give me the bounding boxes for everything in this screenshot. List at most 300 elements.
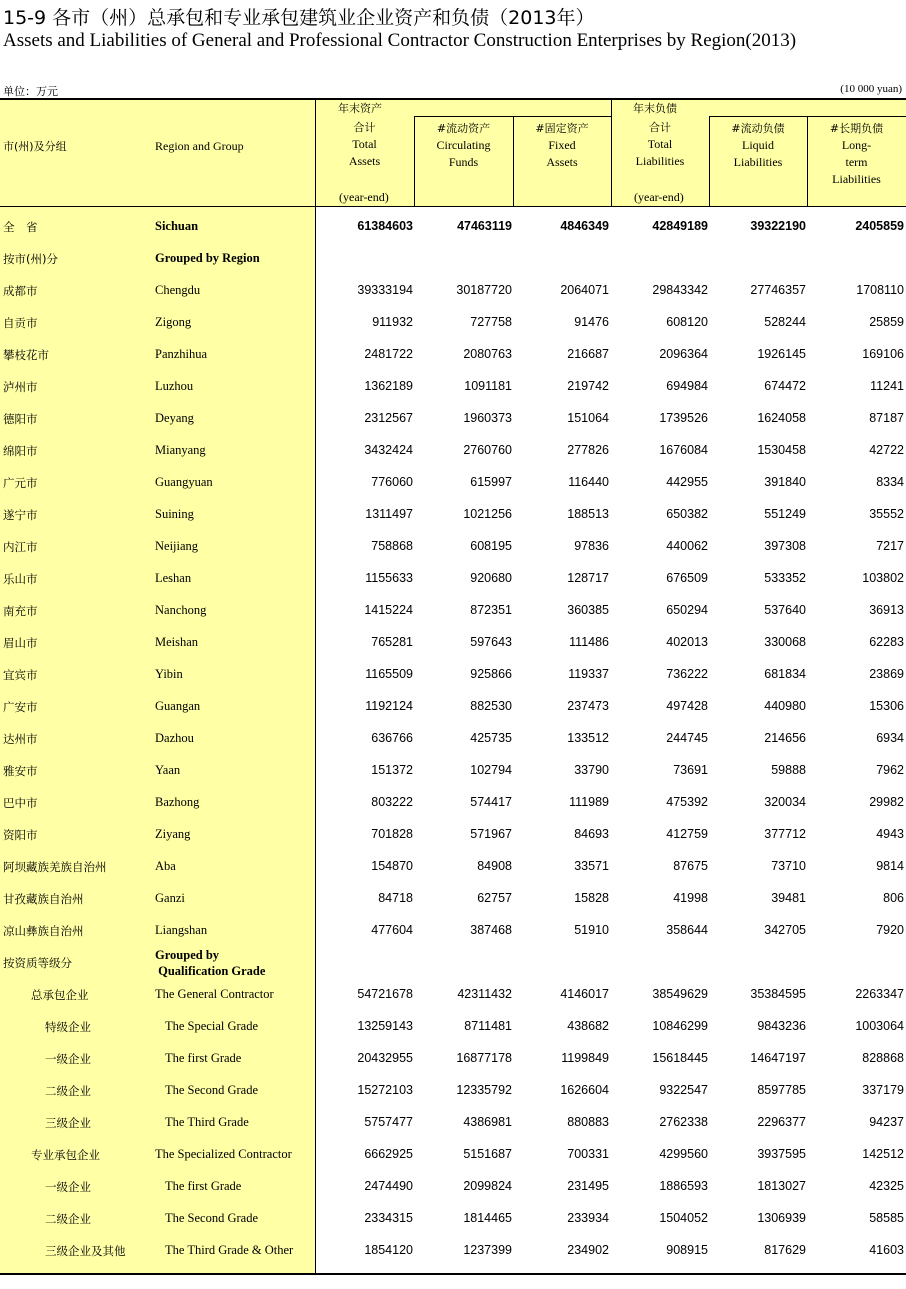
table-cell: 38549629 — [652, 987, 708, 1001]
table-cell: 10846299 — [652, 1019, 708, 1033]
table-cell: 84908 — [477, 859, 512, 873]
row-label-english: The General Contractor — [155, 987, 274, 1001]
fixed-header — [513, 120, 611, 171]
row-label-english: Neijiang — [155, 539, 199, 553]
table-cell: 880883 — [567, 1115, 609, 1129]
table-row — [0, 627, 906, 659]
region-header-english: Region and Group — [155, 139, 244, 153]
table-cell: 151064 — [567, 411, 609, 425]
table-cell: 700331 — [567, 1147, 609, 1161]
table-cell: 387468 — [470, 923, 512, 937]
table-cell: 8334 — [876, 475, 904, 489]
row-label-chinese: 资阳市 — [3, 828, 38, 842]
table-cell: 9322547 — [659, 1083, 708, 1097]
table-cell: 237473 — [567, 699, 609, 713]
row-label-english: Yibin — [155, 667, 183, 681]
row-label-english: Grouped by Region — [155, 251, 260, 265]
row-label-english: Mianyang — [155, 443, 206, 457]
row-label-chinese: 三级企业及其他 — [45, 1244, 126, 1258]
row-label-chinese: 南充市 — [3, 604, 38, 618]
table-cell: 11241 — [870, 379, 904, 393]
total-liabilities-en1: Total — [647, 137, 673, 151]
table-cell: 2481722 — [364, 347, 413, 361]
table-cell: 6662925 — [364, 1147, 413, 1161]
table-cell: 62757 — [477, 891, 512, 905]
table-cell: 1739526 — [659, 411, 708, 425]
table-cell: 803222 — [371, 795, 413, 809]
row-label-chinese: 内江市 — [3, 540, 38, 554]
table-cell: 765281 — [371, 635, 413, 649]
liquid-en1: Liquid — [742, 138, 774, 152]
row-label-english: Ganzi — [155, 891, 185, 905]
circulating-header — [414, 120, 513, 171]
table-row — [0, 307, 906, 339]
table-cell: 358644 — [666, 923, 708, 937]
table-row — [0, 755, 906, 787]
table-cell: 42722 — [869, 443, 904, 457]
table-cell: 128717 — [567, 571, 609, 585]
table-cell: 330068 — [764, 635, 806, 649]
liabilities-year-end: (year-end) — [634, 190, 684, 204]
table-cell: 84718 — [378, 891, 413, 905]
table-cell: 25859 — [869, 315, 904, 329]
table-cell: 676509 — [666, 571, 708, 585]
table-cell: 15828 — [574, 891, 609, 905]
row-label-english: Leshan — [155, 571, 192, 585]
row-label-english: The Specialized Contractor — [155, 1147, 292, 1161]
table-row — [0, 1011, 906, 1043]
row-label-chinese: 按市(州)分 — [3, 252, 58, 266]
table-cell: 920680 — [470, 571, 512, 585]
table-cell: 214656 — [764, 731, 806, 745]
fixed-en1: Fixed — [548, 138, 576, 152]
row-label-english: The Third Grade & Other — [165, 1243, 294, 1257]
total-liabilities-header — [611, 119, 709, 170]
row-label-chinese: 凉山彝族自治州 — [3, 924, 84, 938]
table-cell: 1886593 — [659, 1179, 708, 1193]
table-cell: 397308 — [764, 539, 806, 553]
row-label-chinese: 甘孜藏族自治州 — [3, 892, 84, 906]
table-cell: 1237399 — [463, 1243, 512, 1257]
longterm-header — [807, 120, 906, 188]
row-label-english: Yaan — [155, 763, 181, 777]
table-cell: 925866 — [470, 667, 512, 681]
region-header-chinese: 市(州)及分组 — [3, 140, 67, 153]
table-cell: 1362189 — [364, 379, 413, 393]
header-bottom-rule — [0, 206, 906, 207]
row-label-chinese: 全 省 — [3, 220, 38, 234]
table-row — [0, 531, 906, 563]
table-cell: 15306 — [869, 699, 904, 713]
table-cell: 776060 — [371, 475, 413, 489]
table-cell: 39333194 — [357, 283, 413, 297]
fixed-cn: #固定资产 — [535, 122, 589, 135]
table-row — [0, 947, 906, 979]
table-cell: 7962 — [876, 763, 904, 777]
table-cell: 4943 — [876, 827, 904, 841]
table-cell: 1165509 — [365, 667, 413, 681]
table-cell: 103802 — [862, 571, 904, 585]
table-cell: 817629 — [764, 1243, 806, 1257]
table-cell: 188513 — [567, 507, 609, 521]
table-cell: 9843236 — [757, 1019, 806, 1033]
table-cell: 23869 — [869, 667, 904, 681]
table-row — [0, 211, 906, 243]
table-cell: 1813027 — [757, 1179, 806, 1193]
table-cell: 636766 — [371, 731, 413, 745]
longterm-en3: Liabilities — [832, 172, 881, 186]
table-cell: 674472 — [764, 379, 806, 393]
table-cell: 39481 — [771, 891, 806, 905]
row-label-english: The Third Grade — [165, 1115, 249, 1129]
row-label-chinese: 总承包企业 — [31, 988, 89, 1002]
table-row — [0, 339, 906, 371]
table-cell: 320034 — [764, 795, 806, 809]
table-cell: 477604 — [371, 923, 413, 937]
table-cell: 13259143 — [357, 1019, 413, 1033]
fixed-en2: Assets — [546, 155, 578, 169]
table-cell: 442955 — [666, 475, 708, 489]
table-row — [0, 883, 906, 915]
table-cell: 908915 — [666, 1243, 708, 1257]
table-cell: 219742 — [567, 379, 609, 393]
total-assets-en2: Assets — [348, 154, 381, 168]
table-cell: 35384595 — [750, 987, 806, 1001]
longterm-en2: term — [845, 155, 868, 169]
table-cell: 6934 — [876, 731, 904, 745]
table-cell: 1003064 — [855, 1019, 904, 1033]
table-cell: 111486 — [569, 635, 609, 649]
table-cell: 35552 — [869, 507, 904, 521]
table-row — [0, 499, 906, 531]
liquid-cn: #流动负债 — [731, 122, 785, 135]
table-cell: 2474490 — [364, 1179, 413, 1193]
table-cell: 528244 — [764, 315, 806, 329]
table-cell: 551249 — [764, 507, 806, 521]
table-cell: 694984 — [666, 379, 708, 393]
table-cell: 425735 — [470, 731, 512, 745]
table-cell: 15618445 — [652, 1051, 708, 1065]
row-label-english: Chengdu — [155, 283, 201, 297]
table-row — [0, 1139, 906, 1171]
table-row — [0, 467, 906, 499]
table-cell: 142512 — [862, 1147, 904, 1161]
assets-year-end: (year-end) — [339, 190, 389, 204]
table-cell: 1854120 — [364, 1243, 413, 1257]
table-row — [0, 723, 906, 755]
total-assets-en1: Total — [352, 137, 377, 151]
table-cell: 537640 — [764, 603, 806, 617]
table-cell: 62283 — [869, 635, 904, 649]
table-cell: 87187 — [869, 411, 904, 425]
table-cell: 736222 — [666, 667, 708, 681]
row-label-chinese: 广安市 — [3, 700, 38, 714]
row-label-chinese: 二级企业 — [45, 1084, 91, 1098]
table-cell: 828868 — [862, 1051, 904, 1065]
row-label-chinese: 自贡市 — [3, 316, 38, 330]
table-cell: 54721678 — [357, 987, 413, 1001]
table-cell: 20432955 — [357, 1051, 413, 1065]
table-cell: 7217 — [876, 539, 904, 553]
table-cell: 533352 — [764, 571, 806, 585]
table-cell: 29843342 — [652, 283, 708, 297]
table-cell: 30187720 — [456, 283, 512, 297]
longterm-cn: #长期负债 — [829, 122, 884, 135]
table-cell: 133512 — [567, 731, 609, 745]
liabilities-group-header: 年末负债 — [633, 102, 677, 115]
table-cell: 33790 — [574, 763, 609, 777]
table-cell: 41603 — [869, 1243, 904, 1257]
table-row — [0, 435, 906, 467]
table-cell: 1926145 — [757, 347, 806, 361]
table-cell: 872351 — [470, 603, 512, 617]
row-label-chinese: 泸州市 — [3, 380, 38, 394]
table-row — [0, 691, 906, 723]
liquid-en2: Liabilities — [733, 155, 783, 169]
table-cell: 47463119 — [457, 219, 512, 233]
table-cell: 36913 — [869, 603, 904, 617]
table-cell: 1624058 — [757, 411, 806, 425]
table-cell: 475392 — [666, 795, 708, 809]
table-cell: 39322190 — [750, 219, 806, 233]
table-cell: 2296377 — [757, 1115, 806, 1129]
row-label-english: Panzhihua — [155, 347, 208, 361]
table-cell: 391840 — [764, 475, 806, 489]
table-cell: 650382 — [666, 507, 708, 521]
table-row — [0, 979, 906, 1011]
row-label-english: Ziyang — [155, 827, 191, 841]
row-label-chinese: 成都市 — [3, 284, 38, 298]
table-cell: 2064071 — [560, 283, 609, 297]
row-label-english: Liangshan — [155, 923, 208, 937]
table-row — [0, 819, 906, 851]
table-cell: 1192124 — [365, 699, 413, 713]
table-cell: 1311497 — [365, 507, 413, 521]
row-label-chinese: 遂宁市 — [3, 508, 38, 522]
table-cell: 5151687 — [463, 1147, 512, 1161]
row-label-english: Zigong — [155, 315, 192, 329]
row-label-chinese: 广元市 — [3, 476, 38, 490]
row-label-english: Deyang — [155, 411, 194, 425]
table-cell: 73691 — [673, 763, 708, 777]
table-cell: 16877178 — [456, 1051, 512, 1065]
table-cell: 97836 — [574, 539, 609, 553]
table-cell: 1626604 — [560, 1083, 609, 1097]
table-cell: 233934 — [567, 1211, 609, 1225]
row-label-chinese: 雅安市 — [3, 764, 38, 778]
table-cell: 4846349 — [560, 219, 609, 233]
total-liabilities-en2: Liabilities — [635, 154, 685, 168]
table-cell: 571967 — [470, 827, 512, 841]
row-label-chinese: 一级企业 — [45, 1052, 91, 1066]
table-cell: 58585 — [869, 1211, 904, 1225]
title-chinese: 15-9 各市（州）总承包和专业承包建筑业企业资产和负债（2013年） — [3, 7, 595, 29]
row-label-english: Meishan — [155, 635, 199, 649]
total-assets-cn: 合计 — [353, 121, 376, 134]
table-cell: 438682 — [567, 1019, 609, 1033]
row-label-english: Grouped by Qualification Grade — [155, 948, 266, 978]
table-cell: 360385 — [567, 603, 609, 617]
table-row — [0, 659, 906, 691]
table-row — [0, 851, 906, 883]
total-liabilities-cn: 合计 — [649, 121, 671, 134]
table-cell: 497428 — [666, 699, 708, 713]
table-row — [0, 243, 906, 275]
table-top-rule — [0, 98, 906, 100]
row-label-chinese: 一级企业 — [45, 1180, 91, 1194]
row-label-english: Guangan — [155, 699, 201, 713]
row-label-chinese: 达州市 — [3, 732, 38, 746]
table-cell: 216687 — [567, 347, 609, 361]
table-row — [0, 1075, 906, 1107]
table-cell: 51910 — [574, 923, 609, 937]
table-cell: 2096364 — [659, 347, 708, 361]
table-cell: 4146017 — [560, 987, 609, 1001]
table-cell: 59888 — [771, 763, 806, 777]
table-cell: 116440 — [568, 475, 609, 489]
table-cell: 882530 — [470, 699, 512, 713]
table-cell: 342705 — [764, 923, 806, 937]
row-label-chinese: 绵阳市 — [3, 444, 38, 458]
table-cell: 1306939 — [757, 1211, 806, 1225]
title-english: Assets and Liabilities of General and Professional Contractor Construction Enterprises by Region(2013) — [3, 30, 797, 51]
row-label-chinese: 德阳市 — [3, 412, 38, 426]
circulating-en1: Circulating — [436, 138, 491, 152]
longterm-en1: Long- — [841, 138, 872, 152]
row-label-english: The first Grade — [165, 1179, 242, 1193]
table-cell: 41998 — [673, 891, 708, 905]
table-row — [0, 915, 906, 947]
table-cell: 701828 — [371, 827, 413, 841]
table-cell: 42849189 — [652, 219, 708, 233]
row-label-chinese: 特级企业 — [45, 1020, 91, 1034]
table-row — [0, 1171, 906, 1203]
table-cell: 4386981 — [463, 1115, 512, 1129]
total-assets-header — [315, 119, 414, 170]
row-label-chinese: 按资质等级分 — [3, 956, 72, 970]
row-label-english: Luzhou — [155, 379, 194, 393]
row-label-chinese: 乐山市 — [3, 572, 38, 586]
table-cell: 2405859 — [855, 219, 904, 233]
table-cell: 29982 — [869, 795, 904, 809]
row-label-english: Nanchong — [155, 603, 207, 617]
table-cell: 4299560 — [659, 1147, 708, 1161]
table-cell: 1708110 — [856, 283, 904, 297]
row-label-english: Aba — [155, 859, 176, 873]
table-cell: 440980 — [764, 699, 806, 713]
table-cell: 2762338 — [659, 1115, 708, 1129]
circulating-cn: #流动资产 — [436, 122, 491, 135]
row-label-english: Suining — [155, 507, 194, 521]
row-label-chinese: 三级企业 — [45, 1116, 91, 1130]
table-cell: 12335792 — [456, 1083, 512, 1097]
circulating-en2: Funds — [448, 155, 479, 169]
row-label-chinese: 二级企业 — [45, 1212, 91, 1226]
table-cell: 337179 — [862, 1083, 904, 1097]
table-cell: 597643 — [470, 635, 512, 649]
table-cell: 119337 — [568, 667, 609, 681]
row-label-english: The first Grade — [165, 1051, 242, 1065]
table-cell: 2312567 — [364, 411, 413, 425]
table-cell: 402013 — [666, 635, 708, 649]
table-cell: 234902 — [567, 1243, 609, 1257]
row-label-english: The Special Grade — [165, 1019, 259, 1033]
row-label-english: Dazhou — [155, 731, 194, 745]
table-cell: 1091181 — [464, 379, 512, 393]
table-cell: 1676084 — [659, 443, 708, 457]
table-row — [0, 1043, 906, 1075]
row-label-chinese: 阿坝藏族羌族自治州 — [3, 860, 107, 874]
table-cell: 681834 — [764, 667, 806, 681]
table-cell: 574417 — [470, 795, 512, 809]
table-cell: 84693 — [574, 827, 609, 841]
table-cell: 15272103 — [357, 1083, 413, 1097]
table-cell: 277826 — [567, 443, 609, 457]
table-cell: 8597785 — [757, 1083, 806, 1097]
table-cell: 727758 — [470, 315, 512, 329]
row-label-english: Sichuan — [155, 219, 199, 233]
table-cell: 758868 — [371, 539, 413, 553]
row-label-english: Guangyuan — [155, 475, 213, 489]
table-cell: 911932 — [372, 315, 413, 329]
row-label-chinese: 攀枝花市 — [3, 348, 49, 362]
table-cell: 1530458 — [757, 443, 806, 457]
row-label-chinese: 宜宾市 — [3, 668, 38, 682]
table-cell: 3432424 — [364, 443, 413, 457]
unit-english: (10 000 yuan) — [840, 83, 902, 95]
row-label-english: The Second Grade — [165, 1211, 259, 1225]
table-row — [0, 1235, 906, 1267]
table-cell: 2760760 — [463, 443, 512, 457]
table-cell: 1155633 — [365, 571, 413, 585]
table-cell: 42325 — [869, 1179, 904, 1193]
table-cell: 3937595 — [757, 1147, 806, 1161]
table-cell: 1814465 — [463, 1211, 512, 1225]
table-cell: 231495 — [567, 1179, 609, 1193]
assets-group-header: 年末资产 — [338, 102, 382, 115]
table-row — [0, 787, 906, 819]
table-row — [0, 1107, 906, 1139]
table-cell: 27746357 — [750, 283, 806, 297]
row-label-chinese: 眉山市 — [3, 636, 38, 650]
table-cell: 33571 — [574, 859, 609, 873]
table-cell: 1199849 — [561, 1051, 609, 1065]
table-row — [0, 595, 906, 627]
table-cell: 440062 — [666, 539, 708, 553]
table-cell: 1504052 — [659, 1211, 708, 1225]
table-cell: 9814 — [876, 859, 904, 873]
table-row — [0, 563, 906, 595]
table-cell: 87675 — [673, 859, 708, 873]
table-cell: 91476 — [574, 315, 609, 329]
table-row — [0, 403, 906, 435]
row-label-chinese: 巴中市 — [3, 796, 38, 810]
unit-chinese: 单位：万元 — [3, 85, 58, 98]
table-cell: 169106 — [862, 347, 904, 361]
table-cell: 2080763 — [463, 347, 512, 361]
table-cell: 5757477 — [364, 1115, 413, 1129]
table-cell: 608195 — [470, 539, 512, 553]
table-cell: 2099824 — [463, 1179, 512, 1193]
table-cell: 61384603 — [357, 219, 413, 233]
table-cell: 14647197 — [750, 1051, 806, 1065]
table-cell: 377712 — [764, 827, 806, 841]
table-cell: 102794 — [470, 763, 512, 777]
table-cell: 151372 — [371, 763, 413, 777]
table-cell: 1415224 — [364, 603, 413, 617]
table-cell: 806 — [883, 891, 904, 905]
row-label-english: Bazhong — [155, 795, 200, 809]
